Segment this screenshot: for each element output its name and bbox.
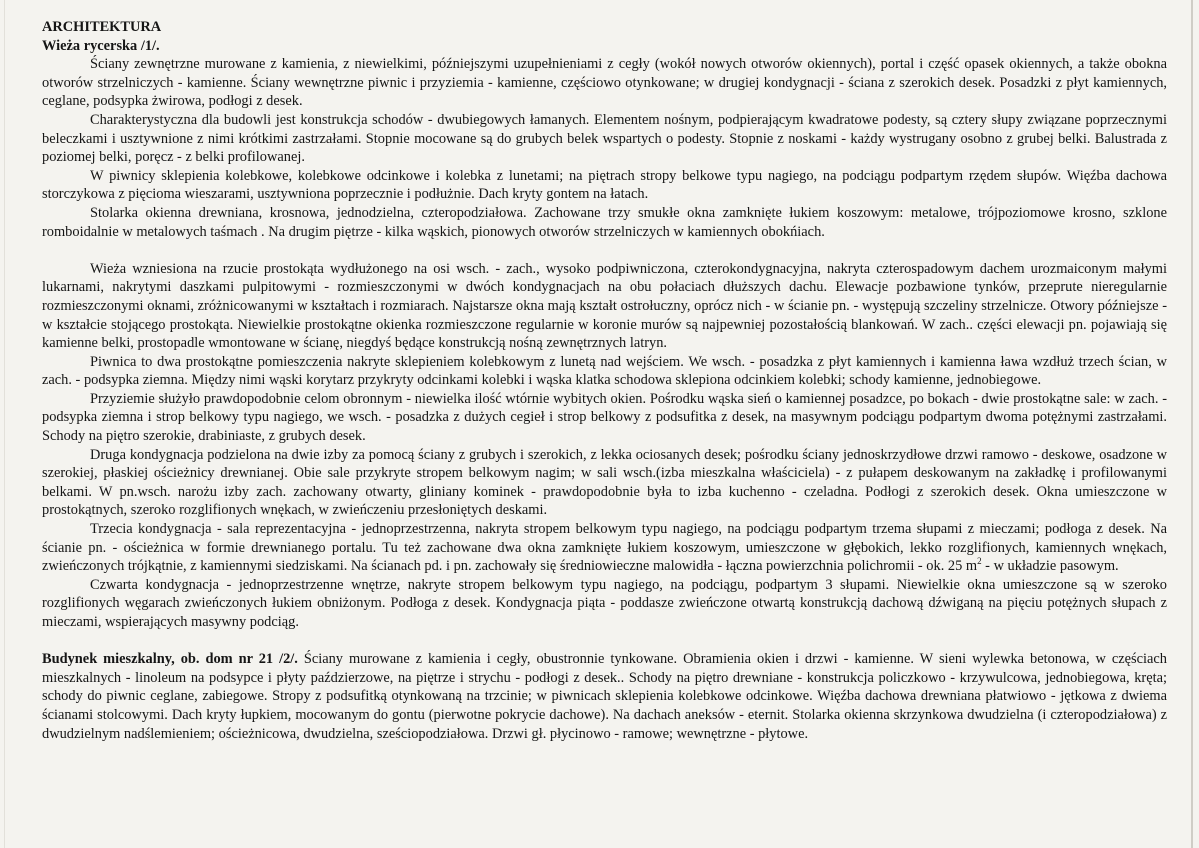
paragraph-gap	[42, 632, 1167, 651]
tower-paragraph-stairs: Charakterystyczna dla budowli jest konstrukcja schodów - dwubiegowych łamanych. Elementem nośnym, podpierającym kwadratowe podesty, są cztery słupy związane poprzecznymi beleczkami i usztywnione z nimi krótkimi zastrzałami. Stopnie mocowane są do grubych belek wspartych o podesty. Stopnie z noskami - każdy wystrugany osobno z grubej belki. Balustrada z poziomej belki, poręcz - z belki profilowanej.	[42, 111, 1167, 166]
tower-paragraph-fourth-storey: Czwarta kondygnacja - jednoprzestrzenne wnętrze, nakryte stropem belkowym typu nagiego, na podciągu, podpartym 3 słupami. Niewielkie okna umieszczone są w szeroko rozglifionych węgarach zwieńczonych łukiem obniżonym. Podłoga z desek. Kondygnacja piąta - poddasze zwieńczone otwartą konstrukcją dachową dźwiganą na pięciu potężnych słupach z mieczami, wspierających masywny podciąg.	[42, 576, 1167, 630]
tower-paragraph-second-storey: Druga kondygnacja podzielona na dwie izby za pomocą ściany z grubych i szerokich, z lekka ociosanych desek; pośrodku ściany jednoskrzydłowe drzwi ramowo - deskowe, osadzone w szerokiej, płaskiej ościeżnicy drewnianej. Obie sale przykryte stropem belkowym nagim; w sali wsch.(izba mieszkalna właściciela) - z pułapem deskowanym na zakładkę i profilowanymi belkami. W pn.wsch. narożu izby zach. zachowany otwarty, gliniany kominek - prawdopodobnie była to izba kuchenno - czeladna. Podłogi z szerokich desek. Okna umieszczone w prostokątnych, szeroko rozglifionych wnękach, w zwieńczeniu przesłoniętych deskami.	[42, 446, 1167, 519]
third-storey-tail: - w układzie pasowym.	[981, 558, 1119, 575]
section-title: ARCHITEKTURA	[42, 19, 162, 35]
tower-paragraph-exterior: Wieża wzniesiona na rzucie prostokąta wydłużonego na osi wsch. - zach., wysoko podpiwniczona, czterokondygnacyjna, nakryta czterospadowym dachem urozmaiconym małymi lukarnami, nakrytymi daszkami pulpitowymi - rozmieszczonymi w dwóch kondygnacjach na obu połaciach dłuższych dachu. Elewacje pozbawione tynków, przeprute nieregularnie rozmieszczonymi oknami, zróżnicowanymi w kształtach i rozmiarach. Najstarsze okna mają kształt ostrołuczny, oprócz nich - w ścianie pn. - występują szczeliny strzelnicze. Otwory późniejsze - w kształcie stojącego prostokąta. Niewielkie prostokątne okienka rozmieszczone regularnie w koronie murów są najpewniej pozostałością blankowań. W zach.. części elewacji pn. pojawiają się kamienne belki, prostopadle wmontowane w ścianę, niegdyś będące konstrukcją nośną zewnętrznych latryn.	[42, 260, 1167, 352]
tower-heading: Wieża rycerska /1/.	[42, 37, 160, 54]
house-heading: Budynek mieszkalny, ob. dom nr 21 /2/.	[42, 651, 298, 668]
tower-paragraph-ground-floor: Przyziemie służyło prawdopodobnie celom obronnym - niewielka ilość wtórnie wybitych okien. Pośrodku wąska sień o kamiennej posadzce, po bokach - dwie prostokątne sale: w zach. - podsypka ziemna i strop belkowy typu nagiego, we wsch. - posadzka z dużych cegieł i strop belkowy z podsufitka z desek, na masywnym podciągu podpartym dwoma potężnymi zastrzałami. Schody na piętro szerokie, drabiniaste, z grubych desek.	[42, 390, 1167, 445]
tower-paragraph-cellar: Piwnica to dwa prostokątne pomieszczenia nakryte sklepieniem kolebkowym z lunetą nad wejściem. We wsch. - posadzka z płyt kamiennych i kamienna ława wzdłuż trzech ścian, w zach. - podsypka ziemna. Między nimi wąski korytarz przykryty odcinkami kolebki i wąska klatka schodowa sklepiona odcinkiem kolebki; schody kamienne, jednobiegowe.	[42, 353, 1167, 389]
house-text: Ściany murowane z kamienia i cegły, obustronnie tynkowane. Obramienia okien i drzwi - kamienne. W sieni wylewka betonowa, w częściach mieszkalnych - linoleum na podsypce i płyty paździerzowe, na piętrze i strychu - podłogi z desek.. Schody na piętro drewniane - konstrukcja policzkowo - krzywulcowa, jednobiegowa, kręta; schody do piwnic ceglane, zabiegowe. Stropy z podsufitką otynkowaną na trzcinie; w piwnicach sklepienia kolebkowe odcinkowe. Więźba dachowa drewniana płatwiowo - jętkowa z dwiema ścianami stolcowymi. Dach kryty łupkiem, mocowanym do gontu (pierwotne pokrycie dachowe). Na dachach aneksów - eternit. Stolarka okienna skrzynkowa dwudzielna (i czteropodziałowa) z dwudzielnym nadślemieniem; ościeżnicowa, dwudzielna, sześciopodziałowa. Drzwi gł. płycinowo - ramowe; wewnętrzne - płytowe.	[42, 651, 1167, 742]
paragraph-gap	[42, 241, 1167, 260]
third-storey-text: Trzecia kondygnacja - sala reprezentacyjna - jednoprzestrzenna, nakryta stropem belkowym typu nagiego, na podciągu podpartym trzema słupami z mieczami; podłoga z desek. Na ścianie pn. - ościeżnica w formie drewnianego portalu. Tu też zachowane dwa okna zamknięte łukiem koszowym, umieszczone w głębokich, lekko rozglifionych, kamiennych wnękach, zwieńczonych trójkątnie, z kamiennymi siedziskami. Na ścianach pd. i pn. zachowały się średniowieczne malowidła - łączna powierzchnia polichromii - ok. 25 m	[42, 521, 1167, 575]
tower-paragraph-windows: Stolarka okienna drewniana, krosnowa, jednodzielna, czteropodziałowa. Zachowane trzy smukłe okna zamknięte łukiem koszowym: metalowe, trójpoziomowe krosno, szklone romboidalnie w metalowych taśmach . Na drugim piętrze - kilka wąskich, pionowych otworów strzelniczych w kamiennych obokńiach.	[42, 204, 1167, 240]
tower-paragraph-vaults: W piwnicy sklepienia kolebkowe, kolebkowe odcinkowe i kolebka z lunetami; na piętrach stropy belkowe typu nagiego, na podciągu podpartym rzędem słupów. Więźba dachowa storczykowa z pięcioma wieszarami, usztywniona poprzecznie i podłużnie. Dach kryty gontem na łatach.	[42, 167, 1167, 203]
tower-paragraph-third-storey	[42, 520, 1167, 576]
superscript-exponent: 2	[977, 556, 982, 567]
tower-paragraph-walls: Ściany zewnętrzne murowane z kamienia, z niewielkimi, późniejszymi uzupełnieniami z cegły (wokół nowych otworów okiennych), portal i część opasek okiennych, a także obokna otworów strzelniczych - kamienne. Ściany wewnętrzne piwnic i przyziemia - kamienne, częściowo otynkowane; w drugiej kondygnacji - ściana z szerokich desek. Posadzki z płyt kamiennych, ceglane, podsypka żwirowa, podłogi z desek.	[42, 56, 1167, 110]
house-paragraph	[42, 650, 1167, 743]
